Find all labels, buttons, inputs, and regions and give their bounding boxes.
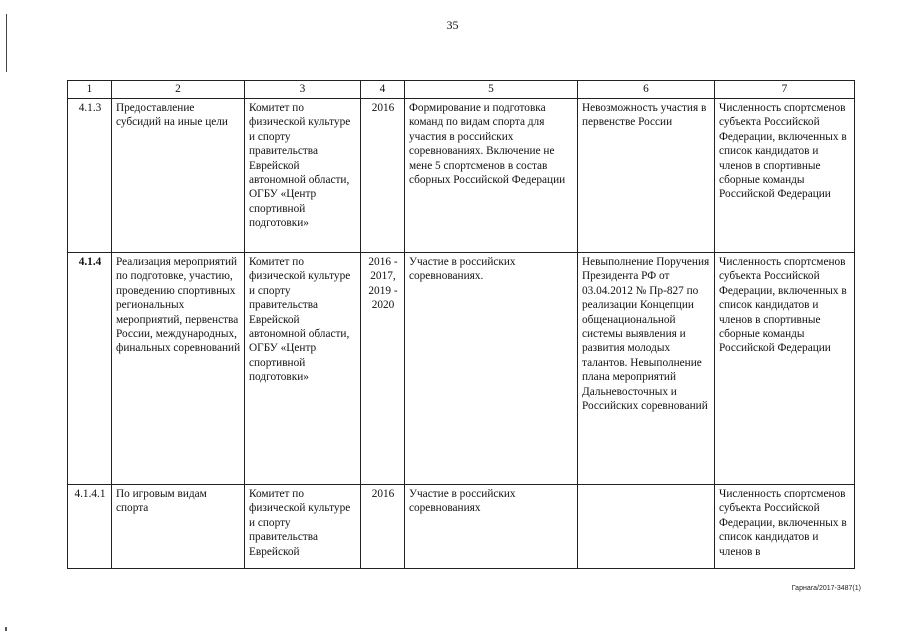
program-measures-table xyxy=(67,80,855,569)
measure-cell: Предоставление субсидий на иные цели xyxy=(112,99,245,253)
row-number: 4.1.3 xyxy=(68,99,112,253)
table-row xyxy=(68,485,855,569)
consequences-cell: Невыполнение Поручения Президента РФ от 03.04.2012 № Пр-827 по реализации Концепции общенациональной системы выявления и развития молодых талантов. Невыполнение плана мероприятий Дальневосточных и Российских соревнований xyxy=(578,253,715,485)
measure-cell: По игровым видам спорта xyxy=(112,485,245,569)
executor-cell: Комитет по физической культуре и спорту правительства Еврейской автономной области, ОГБУ «Центр спортивной подготовки» xyxy=(245,253,361,485)
executor-cell: Комитет по физической культуре и спорту правительства Еврейской автономной области, ОГБУ «Центр спортивной подготовки» xyxy=(245,99,361,253)
header-cell: 3 xyxy=(245,81,361,99)
header-cell: 7 xyxy=(715,81,855,99)
measure-cell: Реализация мероприятий по подготовке, участию, проведению спортивных региональных мероприятий, первенства России, международных, финальных соревнований xyxy=(112,253,245,485)
years-cell: 2016 - 2017, 2019 - 2020 xyxy=(361,253,405,485)
table-row xyxy=(68,99,855,253)
header-cell: 4 xyxy=(361,81,405,99)
margin-mark xyxy=(5,627,7,631)
result-cell: Участие в российских соревнованиях xyxy=(405,485,578,569)
table-header-row xyxy=(68,81,855,99)
header-cell: 5 xyxy=(405,81,578,99)
page-number: 35 xyxy=(446,18,459,32)
years-cell: 2016 xyxy=(361,99,405,253)
header-cell: 1 xyxy=(68,81,112,99)
table-row xyxy=(68,253,855,485)
row-number: 4.1.4.1 xyxy=(68,485,112,569)
indicator-cell: Численность спортсменов субъекта Российской Федерации, включенных в список кандидатов и членов в xyxy=(715,485,855,569)
header-cell: 2 xyxy=(112,81,245,99)
indicator-cell: Численность спортсменов субъекта Российской Федерации, включенных в список кандидатов и членов в спортивные сборные команды Российской Федерации xyxy=(715,99,855,253)
result-cell: Формирование и подготовка команд по видам спорта для участия в российских соревнованиях. Включение не мене 5 спортсменов в состав сборных Российской Федерации xyxy=(405,99,578,253)
indicator-cell: Численность спортсменов субъекта Российской Федерации, включенных в список кандидатов и членов в спортивные сборные команды Российской Федерации xyxy=(715,253,855,485)
result-cell: Участие в российских соревнованиях. xyxy=(405,253,578,485)
header-cell: 6 xyxy=(578,81,715,99)
row-number: 4.1.4 xyxy=(68,253,112,485)
years-cell: 2016 xyxy=(361,485,405,569)
executor-cell: Комитет по физической культуре и спорту правительства Еврейской xyxy=(245,485,361,569)
document-code: Гарнага/2017-3487(1) xyxy=(791,585,861,592)
consequences-cell xyxy=(578,485,715,569)
consequences-cell: Невозможность участия в первенстве России xyxy=(578,99,715,253)
